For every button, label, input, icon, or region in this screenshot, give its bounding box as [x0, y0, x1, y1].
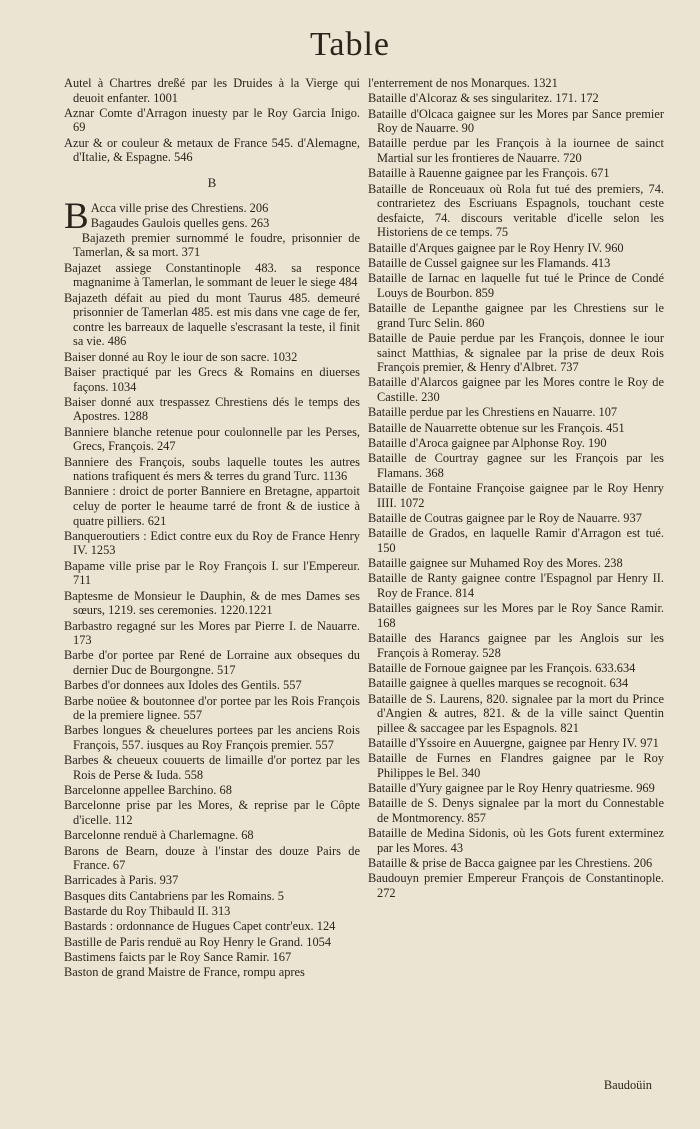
entry-page-ref: 413	[591, 255, 611, 270]
entry-page-ref: 557	[315, 738, 334, 752]
entry-page-ref: 43	[450, 840, 464, 855]
entry-page-ref: 546	[174, 150, 193, 165]
index-entry	[368, 856, 664, 871]
index-entry	[64, 231, 360, 260]
first-entry-ref2: 263	[250, 215, 270, 230]
entry-page-ref: 124	[316, 919, 336, 934]
entry-page-ref: 971	[640, 736, 659, 750]
entry-page-ref: 68	[219, 783, 232, 798]
entry-text: Autel à Chartres dreßé par les Druides à la Vierge qui deuoit enfanter.	[64, 76, 360, 105]
index-entry	[64, 425, 360, 454]
index-entry	[368, 405, 664, 420]
entry-page-ref: 371	[181, 245, 201, 260]
right-entries	[368, 76, 664, 901]
index-entry	[368, 796, 664, 825]
entry-page-ref: 960	[605, 240, 624, 255]
index-entry	[368, 571, 664, 600]
entry-text: Bataille de Lepanthe gaignee par les Chrestiens sur le grand Turc Selin.	[368, 301, 664, 330]
entry-page-ref: 486	[107, 334, 127, 349]
dropcap-letter: B	[64, 195, 89, 237]
entry-page-ref: 857	[467, 811, 486, 826]
entry-page-ref: 1054	[306, 934, 332, 949]
entry-page-ref: 167	[272, 949, 292, 964]
first-entry	[64, 195, 360, 237]
entry-text: Bajazeth défait au pied du mont Taurus 485. demeuré prisonnier de Tamerlan 485. est mis dans vne cage de fer, contre les barreaux de laquelle s'escrasant la teste, il finit sa vie.	[64, 290, 360, 349]
index-entry	[368, 526, 664, 555]
index-entry	[64, 783, 360, 798]
index-entry	[368, 331, 664, 375]
entry-page-ref: 313	[211, 904, 231, 919]
entry-text: Bajazeth premier surnommé le foudre, prisonnier de Tamerlan, & sa mort.	[73, 230, 360, 260]
index-entry	[64, 950, 360, 965]
entry-text: Bataille de Grados, en laquelle Ramir d'Arragon est tué.	[368, 526, 664, 541]
entry-text: Bataille perdue par les Chrestiens en Nauarre.	[368, 405, 596, 420]
entry-page-ref: 1072	[399, 495, 425, 510]
index-entry	[64, 589, 360, 618]
index-entry	[368, 451, 664, 480]
entry-text: Barricades à Paris.	[64, 873, 157, 888]
left-entries-a	[64, 76, 360, 165]
index-entry	[64, 904, 360, 919]
entry-page-ref: 711	[73, 573, 92, 588]
entry-page-ref: 1288	[123, 409, 149, 424]
section-letter: B	[207, 174, 217, 190]
index-entry	[64, 76, 360, 105]
entry-page-ref: 206	[633, 856, 653, 871]
entry-text: Bastille de Paris renduë au Roy Henry le Grand.	[64, 934, 304, 949]
entry-page-ref: 168	[377, 615, 396, 630]
entry-page-ref: 517	[216, 662, 236, 677]
index-entry	[64, 919, 360, 934]
entry-text: l'enterrement de nos Monarques.	[368, 76, 530, 90]
entry-text: Barbes & cheueux couuerts de limaille d'or portez par les Rois de Perse & Iuda.	[64, 753, 360, 782]
entry-text: Baiser donné aux trespassez Chrestiens dés le temps des Apostres.	[64, 394, 360, 424]
entry-text: Barbes longues & cheuelures portees par les anciens Rois François, 557. iusques au Roy François premier.	[64, 723, 360, 752]
index-entry	[368, 631, 664, 660]
index-entry	[64, 529, 360, 558]
entry-text: Bataille de Fontaine Françoise gaignee par le Roy Henry IIII.	[368, 481, 664, 510]
index-entry	[64, 965, 360, 980]
index-entry	[368, 91, 664, 106]
index-entry	[368, 136, 664, 165]
catchword: Baudoüin	[603, 1078, 652, 1092]
index-entry	[368, 256, 664, 271]
entry-page-ref: 633.634	[595, 660, 636, 675]
entry-text: Bastimens faicts par le Roy Sance Ramir.	[64, 949, 270, 964]
index-entry	[368, 241, 664, 256]
entry-page-ref: 528	[482, 645, 501, 660]
entry-text: Barbe noüee & boutonnee d'or portee par les Rois François de la premiere lignee.	[64, 693, 360, 723]
entry-page-ref: 1136	[322, 469, 348, 484]
index-entry	[368, 436, 664, 451]
entry-text: Bataille de Nauarrette obtenue sur les François.	[368, 420, 603, 435]
first-entry-lead: Acca ville prise des Chrestiens.	[90, 200, 247, 215]
entry-page-ref: 634	[609, 676, 629, 691]
index-entry	[368, 301, 664, 330]
entry-page-ref: 340	[461, 765, 481, 780]
index-entry	[368, 166, 664, 181]
index-entry	[368, 421, 664, 436]
entry-text: Bataille gaignee à quelles marques se recognoit.	[368, 676, 607, 691]
entry-text: Bataille de Medina Sidonis, où les Gots furent exterminez par les Mores.	[368, 826, 664, 855]
entry-page-ref: 671	[590, 166, 610, 181]
left-entries-b	[64, 231, 360, 980]
index-entry	[64, 753, 360, 782]
entry-text: Bataille de S. Denys signalee par la mort du Connestable de Montmorency.	[368, 796, 664, 826]
entry-text: Bataille de Pauie perdue par les François, donnee le iour sainct Matthias, & signalee par la prise de deux Rois François premier, & Henry d'Albret.	[368, 330, 664, 375]
entry-page-ref: 272	[377, 886, 396, 901]
entry-page-ref: 621	[147, 513, 167, 528]
entry-text: Bataille d'Alarcos gaignee par les Mores contre le Roy de Castille.	[368, 375, 664, 405]
index-entry	[64, 559, 360, 588]
index-entry	[368, 781, 664, 796]
entry-text: Bataille d'Yury gaignee par le Roy Henry quatriesme.	[368, 781, 634, 796]
entry-text: Bastards : ordonnance de Hugues Capet contr'eux.	[64, 919, 314, 934]
index-entry	[64, 873, 360, 888]
entry-page-ref: 558	[184, 767, 204, 782]
index-entry	[64, 455, 360, 484]
entry-page-ref: 68	[241, 828, 254, 843]
entry-page-ref: 171. 172	[555, 91, 599, 106]
entry-page-ref: 557	[283, 678, 302, 693]
index-entry	[368, 511, 664, 526]
index-entry	[368, 375, 664, 404]
first-entry-rest: Bagaudes Gaulois quelles gens.	[90, 215, 248, 230]
index-entry	[64, 723, 360, 752]
entry-page-ref: 937	[623, 510, 642, 525]
page-title: Table	[309, 26, 391, 63]
entry-text: Azur & or couleur & metaux de France 545. d'Alemagne, d'Italie, & Espagne.	[64, 135, 360, 165]
entry-page-ref: 737	[560, 360, 579, 375]
entry-text: Baiser donné au Roy le iour de son sacre.	[64, 349, 270, 364]
entry-page-ref: 247	[156, 439, 176, 454]
first-entry-ref: 206	[249, 200, 269, 215]
entry-text: Banniere blanche retenue pour coulonnelle par les Perses, Grecs, François.	[64, 424, 360, 454]
entry-page-ref: 1253	[90, 543, 116, 558]
index-entry	[64, 678, 360, 693]
index-entry	[368, 182, 664, 240]
entry-page-ref: 484	[338, 275, 358, 290]
entry-page-ref: 969	[636, 781, 655, 796]
entry-text: Baptesme de Monsieur le Dauphin, & de mes Dames ses sœurs, 1219. ses ceremonies.	[64, 588, 360, 618]
index-entry	[64, 291, 360, 349]
entry-page-ref: 1220.1221	[219, 603, 273, 618]
index-entry	[64, 106, 360, 135]
entry-text: Bataille des Harancs gaignee par les Anglois sur les François à Romeray.	[368, 631, 664, 660]
index-entry	[64, 935, 360, 950]
entry-text: Bataille d'Arques gaignee par le Roy Henry IV.	[368, 240, 602, 255]
index-entry	[368, 676, 664, 691]
index-entry	[64, 889, 360, 904]
entry-text: Barcelonne prise par les Mores, & reprise par le Côpte d'icelle.	[64, 798, 360, 828]
entry-text: Bapame ville prise par le Roy François I. sur l'Empereur.	[64, 558, 360, 573]
entry-text: Bataille de Furnes en Flandres gaignee par le Roy Philippes le Bel.	[368, 751, 664, 780]
entry-text: Baudouyn premier Empereur François de Constantinople.	[368, 871, 664, 886]
entry-text: Bastarde du Roy Thibauld II.	[64, 904, 209, 919]
entry-page-ref: 1034	[111, 379, 137, 394]
index-entry	[64, 798, 360, 827]
entry-text: Barbes d'or donnees aux Idoles des Gentils.	[64, 678, 280, 693]
entry-page-ref: 1032	[272, 349, 298, 364]
entry-text: Baiser practiqué par les Grecs & Romains en diuerses façons.	[64, 364, 360, 394]
index-entry	[368, 751, 664, 780]
index-entry	[64, 694, 360, 723]
index-entry	[64, 828, 360, 843]
index-entry	[368, 736, 664, 751]
entry-text: Bataille à Rauenne gaignee par les François.	[368, 166, 588, 181]
index-entry	[64, 350, 360, 365]
entry-page-ref: 720	[563, 151, 582, 166]
entry-text: Bataille de Courtray gagnee sur les François par les Flamans.	[368, 451, 664, 480]
entry-text: Bataille de Iarnac en laquelle fut tué le Prince de Condé Louys de Bourbon.	[368, 271, 664, 300]
entry-page-ref: 190	[587, 435, 607, 450]
entry-text: Batailles gaignees sur les Mores par le Roy Sance Ramir.	[368, 601, 664, 616]
index-entry	[64, 619, 360, 648]
entry-page-ref: 112	[114, 813, 133, 828]
index-entry	[368, 601, 664, 630]
index-entry	[64, 395, 360, 424]
index-entry	[368, 661, 664, 676]
left-column	[64, 76, 360, 980]
entry-text: Bataille d'Olcaca gaignee sur les Mores par Sance premier Roy de Nauarre.	[368, 106, 664, 136]
index-entry	[64, 261, 360, 290]
entry-page-ref: 5	[277, 888, 284, 903]
entry-text: Bataille de Ranty gaignee contre l'Espagnol par Henry II. Roy de France.	[368, 571, 664, 600]
entry-text: Barbe d'or portee par René de Lorraine aux obseques du dernier Duc de Bourgongne.	[64, 648, 360, 677]
entry-text: Aznar Comte d'Arragon inuesty par le Roy Garcia Inigo.	[64, 105, 360, 120]
entry-text: Baston de grand Maistre de France, rompu apres	[64, 965, 305, 980]
index-entry	[368, 556, 664, 571]
index-entry	[368, 692, 664, 736]
entry-page-ref: 368	[425, 465, 444, 480]
entry-page-ref: 860	[465, 315, 485, 330]
entry-page-ref: 67	[112, 858, 126, 873]
entry-page-ref: 150	[377, 540, 396, 555]
entry-page-ref: 821	[560, 720, 579, 735]
entry-text: Banniere : droict de porter Banniere en Bretagne, appartoit celuy de porter le heaume tarré de front & de iustice à quatre pilliers.	[64, 484, 360, 528]
right-column	[368, 76, 664, 901]
entry-text: Barcelonne renduë à Charlemagne.	[64, 828, 239, 843]
entry-page-ref: 1321	[533, 76, 558, 90]
entry-text: Bataille perdue par les François à la iournee de sainct Martial sur les frontieres de Nauarre.	[368, 136, 664, 166]
entry-text: Bataille gaignee sur Muhamed Roy des Mores.	[368, 556, 601, 571]
entry-text: Bataille de Fornoue gaignee par les François.	[368, 660, 592, 675]
entry-page-ref: 1001	[153, 90, 178, 105]
entry-text: Bataille de Ronceuaux où Rola fut tué des premiers, 74. contrarietez des Escriuans Espagnols, touchant ceste desfaicte, 74. discours veritable d'icelle selon les Historiens de ce temps.	[368, 181, 664, 240]
entry-page-ref: 238	[604, 556, 623, 571]
entry-text: Basques dits Cantabriens par les Romains.	[64, 888, 275, 903]
entry-page-ref: 75	[495, 225, 509, 240]
index-entry	[64, 136, 360, 165]
index-entry	[64, 844, 360, 873]
entry-text: Bataille de Cussel gaignee sur les Flamands.	[368, 255, 589, 270]
entry-text: Bataille d'Yssoire en Auuergne, gaignee par Henry IV.	[368, 736, 638, 750]
entry-text: Barcelonne appellee Barchino.	[64, 783, 217, 798]
entry-text: Bataille de Coutras gaignee par le Roy de Nauarre.	[368, 510, 621, 525]
entry-page-ref: 230	[421, 390, 440, 405]
entry-text: Bataille d'Aroca gaignee par Alphonse Roy.	[368, 435, 585, 450]
index-entry	[368, 826, 664, 855]
entry-page-ref: 937	[159, 873, 179, 888]
entry-text: Bataille d'Alcoraz & ses singularitez.	[368, 91, 553, 106]
entry-page-ref: 814	[455, 585, 475, 600]
entry-text: Barons de Bearn, douze à l'instar des douze Pairs de France.	[64, 843, 360, 873]
entry-text: Bajazet assiege Constantinople 483. sa responce magnanime à Tamerlan, le sommant de leuer le siege	[64, 260, 360, 290]
entry-page-ref: 557	[183, 708, 203, 723]
entry-page-ref: 90	[461, 121, 475, 136]
index-entry	[368, 481, 664, 510]
index-entry	[64, 484, 360, 528]
entry-page-ref: 69	[73, 120, 86, 135]
index-entry	[368, 871, 664, 900]
index-entry	[64, 365, 360, 394]
entry-page-ref: 451	[606, 420, 625, 435]
entry-text: Barbastro regagné sur les Mores par Pierre I. de Nauarre.	[64, 618, 360, 633]
entry-text: Bataille & prise de Bacca gaignee par les Chrestiens.	[368, 856, 631, 871]
index-entry	[64, 648, 360, 677]
entry-page-ref: 173	[73, 633, 92, 648]
entry-text: Bataille de S. Laurens, 820. signalee par la mort du Prince d'Angien & autres, 821. & de la ville sainct Quentin pillee & saccagee par les Espagnols.	[368, 691, 664, 735]
entry-text: Banniere des François, soubs laquelle toutes les autres nations trafiquent és mers & terres du grand Turc.	[64, 454, 360, 484]
index-entry	[368, 107, 664, 136]
index-entry	[368, 271, 664, 300]
entry-text: Banqueroutiers : Edict contre eux du Roy de France Henry IV.	[64, 528, 360, 558]
index-entry	[368, 76, 664, 91]
entry-page-ref: 107	[598, 405, 618, 420]
entry-page-ref: 859	[475, 285, 495, 300]
